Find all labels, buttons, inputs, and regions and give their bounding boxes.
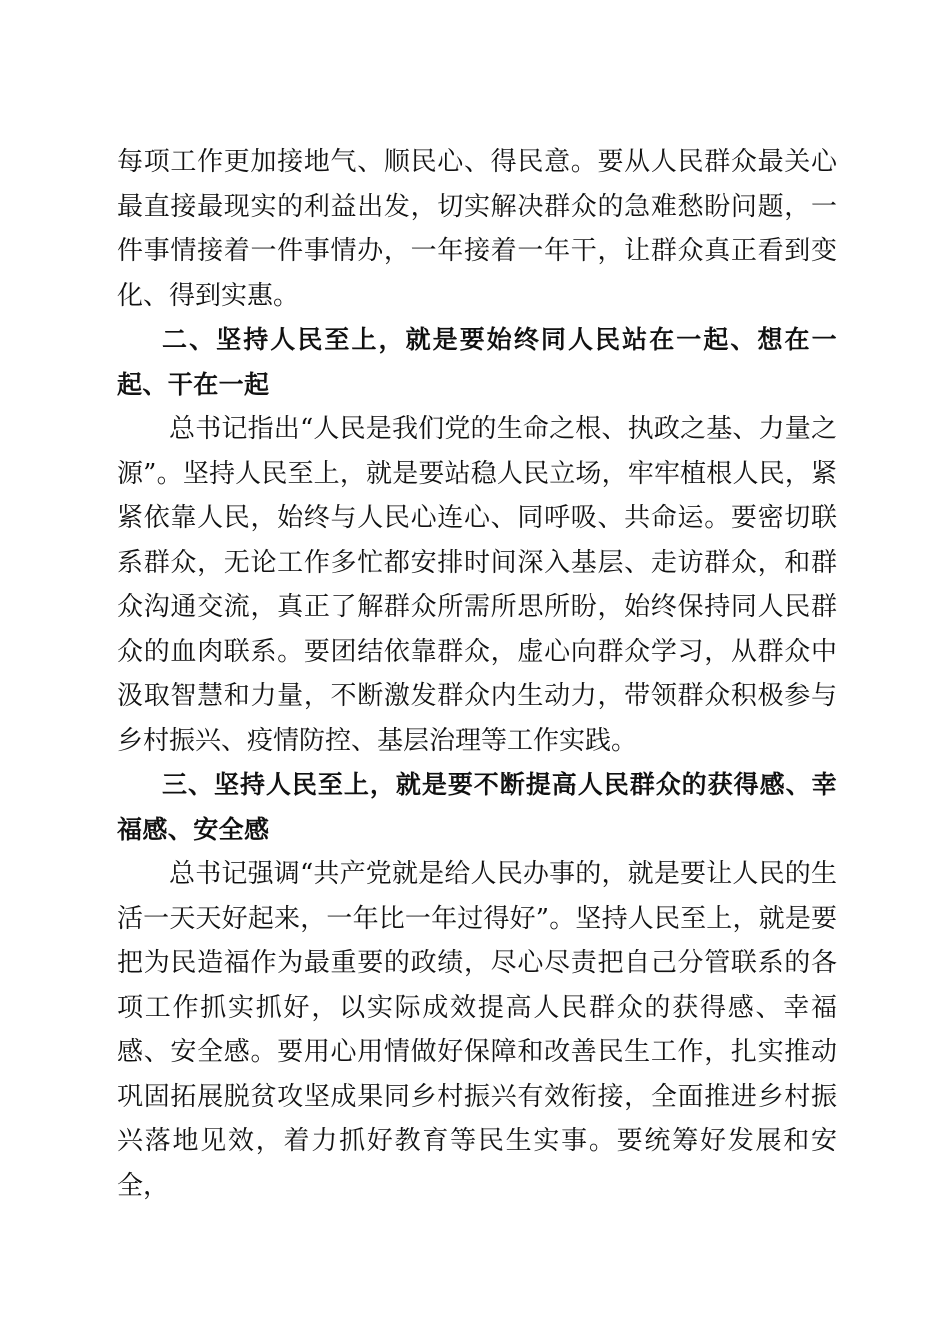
body-paragraph-continued: 每项工作更加接地气、顺民心、得民意。要从人民群众最关心最直接最现实的利益出发，切实解决群众的急难愁盼问题，一件事情接着一件事情办，一年接着一年干，让群众真正看到变化、得到实惠。 bbox=[117, 147, 837, 311]
body-paragraph-section-three: 总书记强调“共产党就是给人民办事的，就是要让人民的生活一天天好起来，一年比一年过得好”。坚持人民至上，就是要把为民造福作为最重要的政绩，尽心尽责把自己分管联系的各项工作抓实抓好，以实际成效提高人民群众的获得感、幸福感、安全感。要用心用情做好保障和改善民生工作，扎实推动巩固拓展脱贫攻坚成果同乡村振兴有效衔接，全面推进乡村振兴落地见效，着力抓好教育等民生实事。要统筹好发展和安全， bbox=[117, 859, 837, 1201]
section-heading-three: 三、坚持人民至上，就是要不断提高人民群众的获得感、幸福感、安全感 bbox=[117, 770, 837, 844]
section-heading-two: 二、坚持人民至上，就是要始终同人民站在一起、想在一起、干在一起 bbox=[117, 325, 837, 399]
document-page bbox=[117, 140, 837, 1208]
body-paragraph-section-two: 总书记指出“人民是我们党的生命之根、执政之基、力量之源”。坚持人民至上，就是要站稳人民立场，牢牢植根人民，紧紧依靠人民，始终与人民心连心、同呼吸、共命运。要密切联系群众，无论工作多忙都安排时间深入基层、走访群众，和群众沟通交流，真正了解群众所需所思所盼，始终保持同人民群众的血肉联系。要团结依靠群众，虚心向群众学习，从群众中汲取智慧和力量，不断激发群众内生动力，带领群众积极参与乡村振兴、疫情防控、基层治理等工作实践。 bbox=[117, 414, 837, 756]
